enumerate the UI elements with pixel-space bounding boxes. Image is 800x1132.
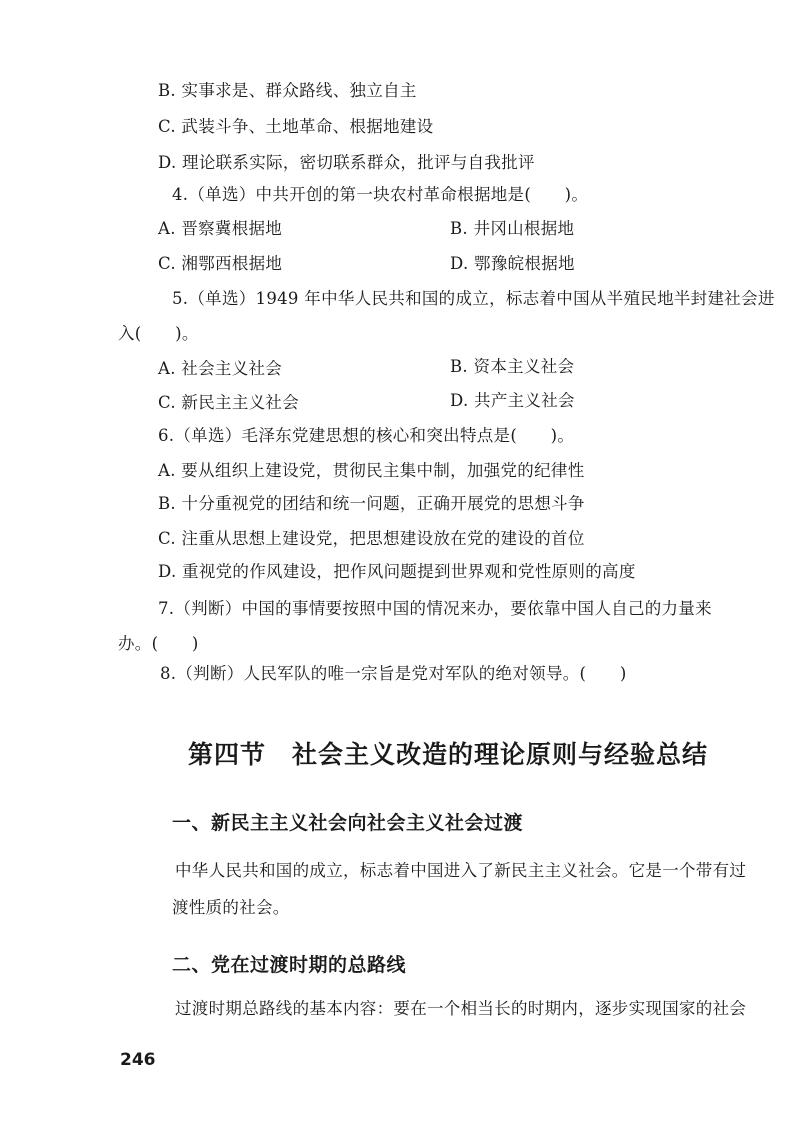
question-5-line1: 5.（单选）1949 年中华人民共和国的成立，标志着中国从半殖民地半封建社会进 <box>172 289 775 308</box>
question-7-line1: 7.（判断）中国的事情要按照中国的情况来办，要依靠中国人自己的力量来 <box>158 599 712 618</box>
q5-option-a: A. 社会主义社会 <box>158 359 283 378</box>
q6-option-b: B. 十分重视党的团结和统一问题，正确开展党的思想斗争 <box>158 494 585 513</box>
q4-option-a: A. 晋察冀根据地 <box>158 219 283 238</box>
question-4: 4.（单选）中共开创的第一块农村革命根据地是( )。 <box>172 185 589 204</box>
q6-option-d: D. 重视党的作风建设，把作风问题提到世界观和党性原则的高度 <box>158 562 636 581</box>
page-number: 246 <box>120 1050 156 1070</box>
q5-option-d: D. 共产主义社会 <box>450 391 575 410</box>
option-d-line: D. 理论联系实际，密切联系群众，批评与自我批评 <box>158 153 535 172</box>
q4-option-b: B. 井冈山根据地 <box>450 219 575 238</box>
section-title: 第四节 社会主义改造的理论原则与经验总结 <box>188 740 709 769</box>
question-8: 8.（判断）人民军队的唯一宗旨是党对军队的绝对领导。( ) <box>160 664 627 683</box>
subsection-2-title: 二、党在过渡时期的总路线 <box>172 954 407 976</box>
q6-option-c: C. 注重从思想上建设党，把思想建设放在党的建设的首位 <box>158 529 585 548</box>
q4-option-c: C. 湘鄂西根据地 <box>158 254 283 273</box>
question-7-line2: 办。( ) <box>118 634 199 653</box>
question-6: 6.（单选）毛泽东党建思想的核心和突出特点是( )。 <box>158 426 575 445</box>
q4-option-d: D. 鄂豫皖根据地 <box>450 254 575 273</box>
question-5-line2: 入( )。 <box>118 324 199 343</box>
q6-option-a: A. 要从组织上建设党，贯彻民主集中制，加强党的纪律性 <box>158 461 585 480</box>
option-b-line: B. 实事求是、群众路线、独立自主 <box>158 81 417 100</box>
subsection-1-para-line2: 渡性质的社会。 <box>172 898 290 917</box>
subsection-2-para-line1: 过渡时期总路线的基本内容：要在一个相当长的时期内，逐步实现国家的社会 <box>175 999 747 1018</box>
subsection-1-para-line1: 中华人民共和国的成立，标志着中国进入了新民主主义社会。它是一个带有过 <box>175 861 747 880</box>
q5-option-c: C. 新民主主义社会 <box>158 393 300 412</box>
subsection-1-title: 一、新民主主义社会向社会主义社会过渡 <box>172 812 524 834</box>
option-c-line: C. 武装斗争、土地革命、根据地建设 <box>158 117 434 136</box>
q5-option-b: B. 资本主义社会 <box>450 357 575 376</box>
